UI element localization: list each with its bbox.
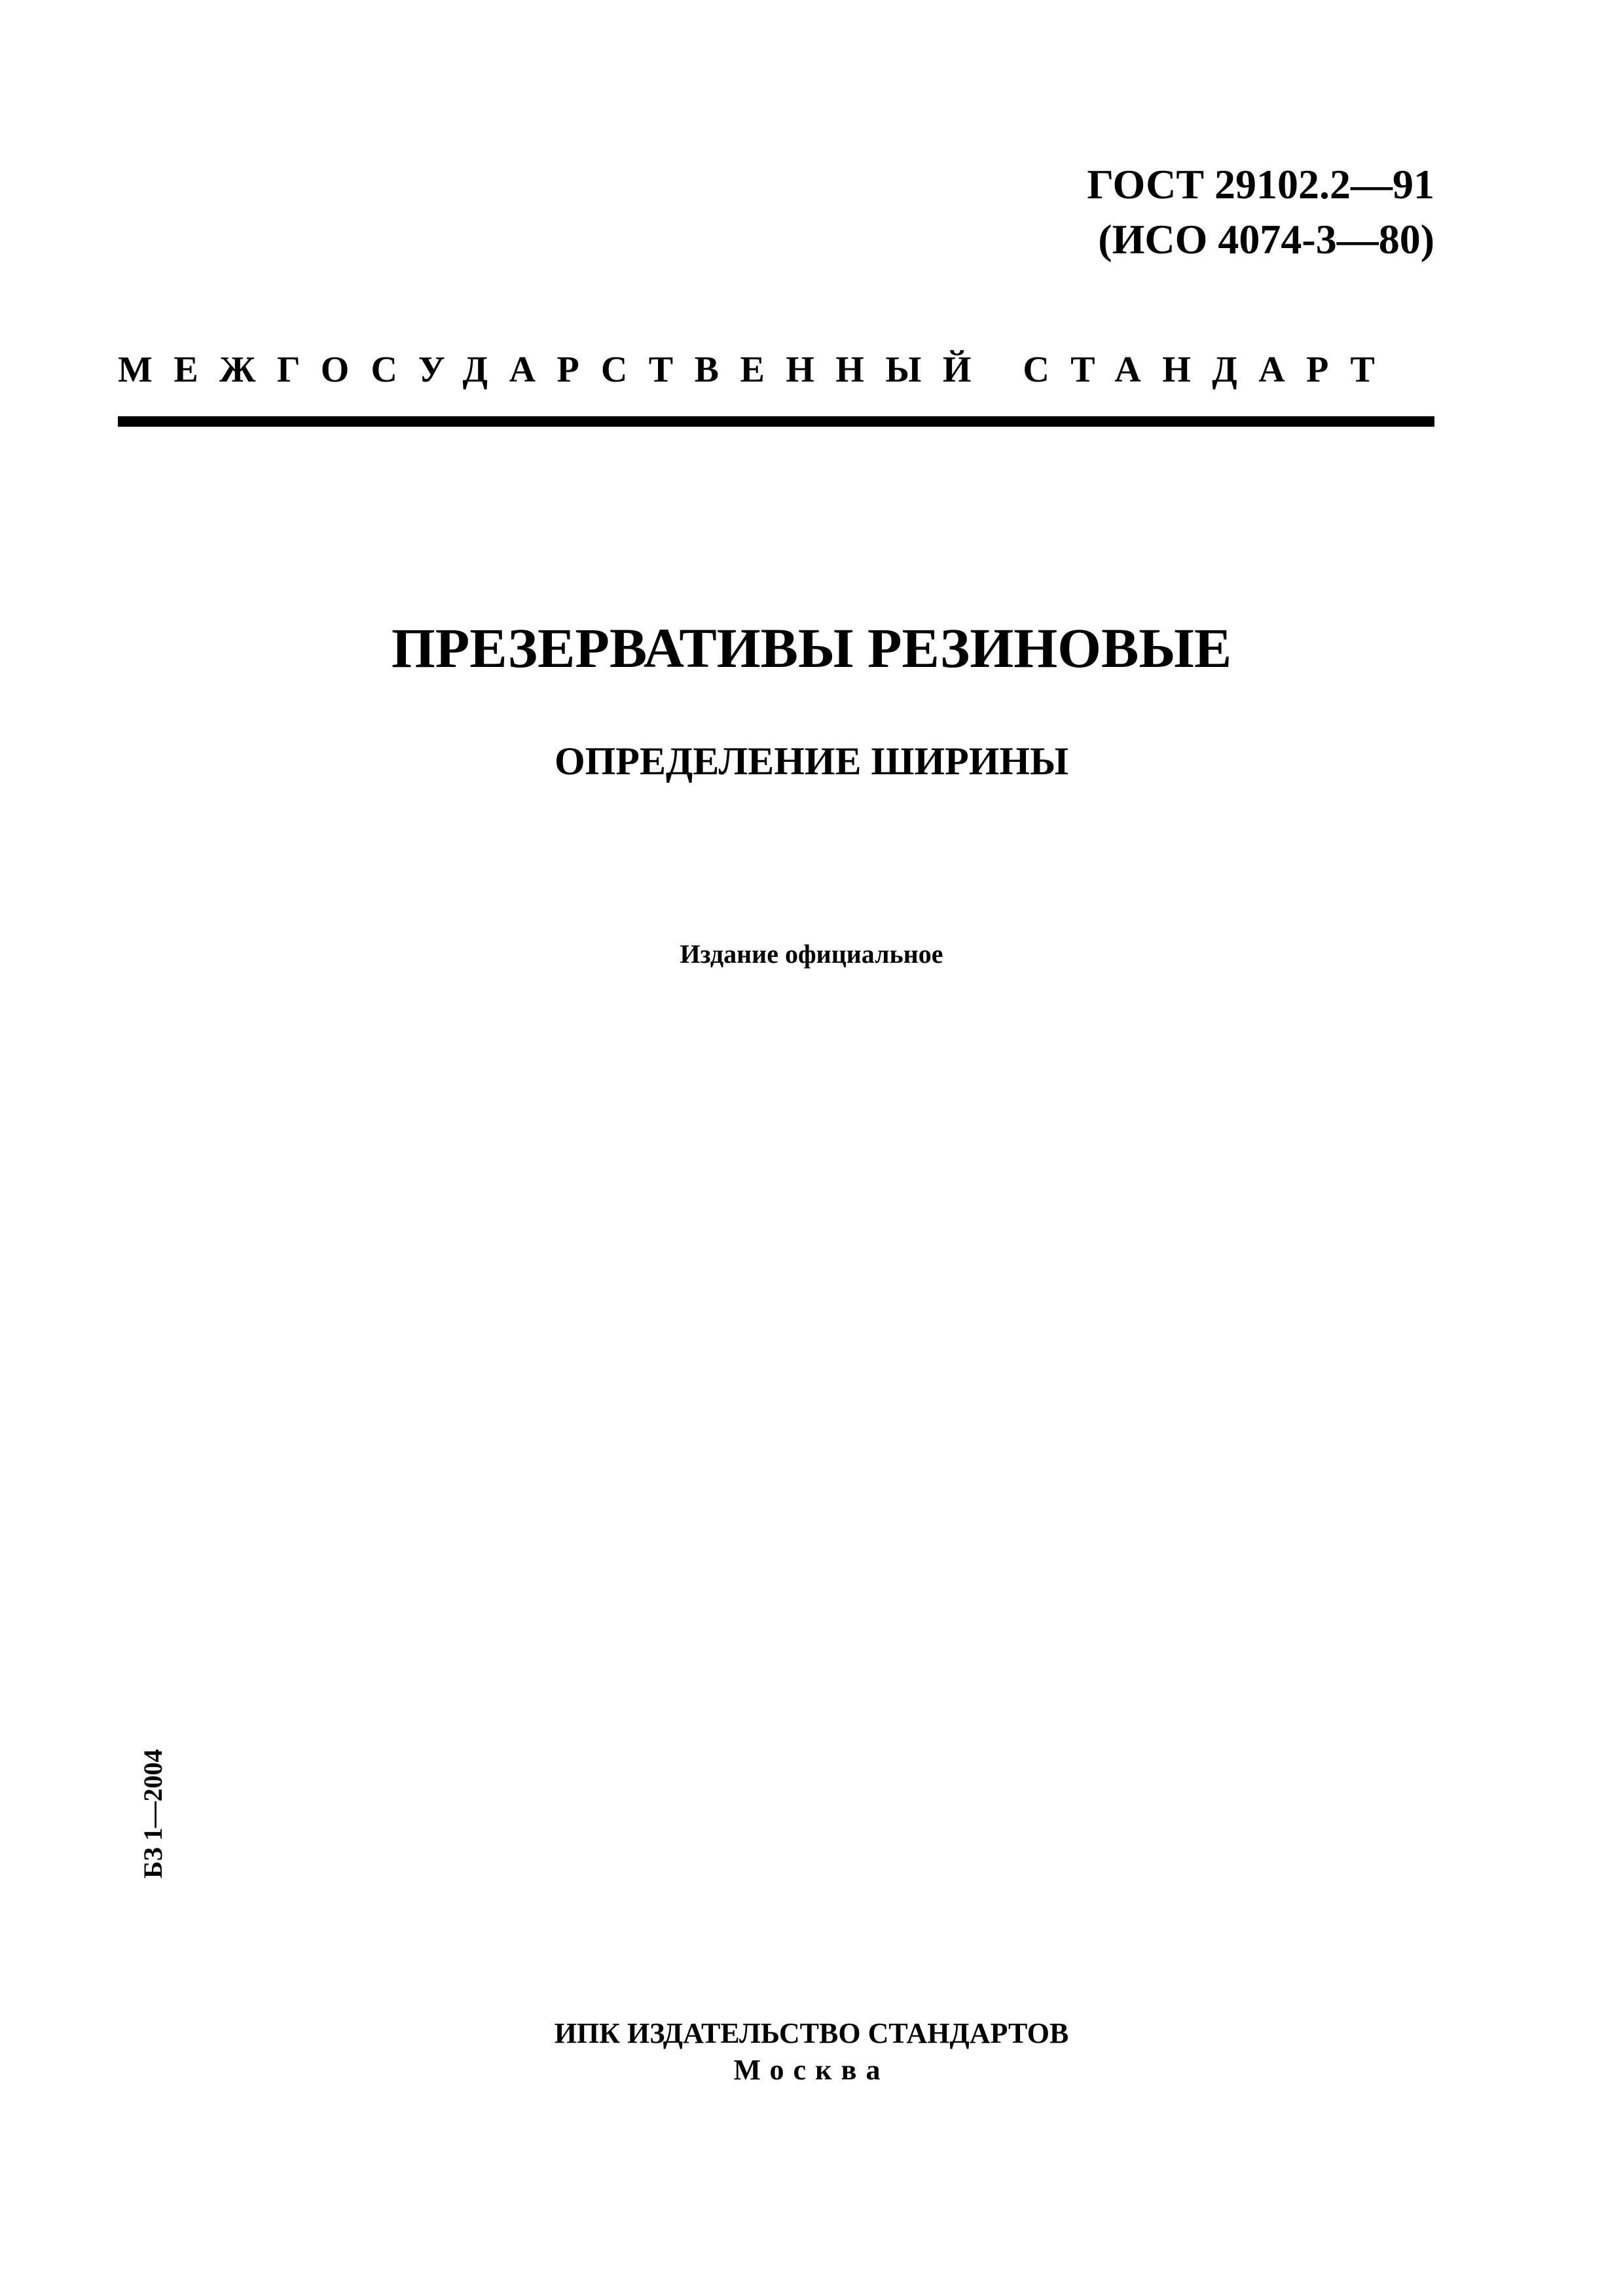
standard-designation bbox=[1087, 157, 1434, 267]
edition-label: Издание официальное bbox=[680, 939, 943, 969]
header-rule-divider bbox=[118, 416, 1434, 427]
vertical-side-code: БЗ 1—2004 bbox=[138, 1749, 168, 1878]
interstate-standard-heading: МЕЖГОСУДАРСТВЕННЫЙ СТАНДАРТ bbox=[118, 350, 1396, 390]
publisher-name: ИПК ИЗДАТЕЛЬСТВО СТАНДАРТОВ bbox=[554, 2017, 1069, 2049]
standard-number: ГОСТ 29102.2—91 bbox=[1087, 161, 1434, 207]
document-title: ПРЕЗЕРВАТИВЫ РЕЗИНОВЫЕ bbox=[391, 617, 1232, 679]
publisher-city: Москва bbox=[733, 2054, 890, 2086]
iso-reference: (ИСО 4074-3—80) bbox=[1098, 216, 1434, 262]
document-subtitle: ОПРЕДЕЛЕНИЕ ШИРИНЫ bbox=[554, 740, 1069, 783]
